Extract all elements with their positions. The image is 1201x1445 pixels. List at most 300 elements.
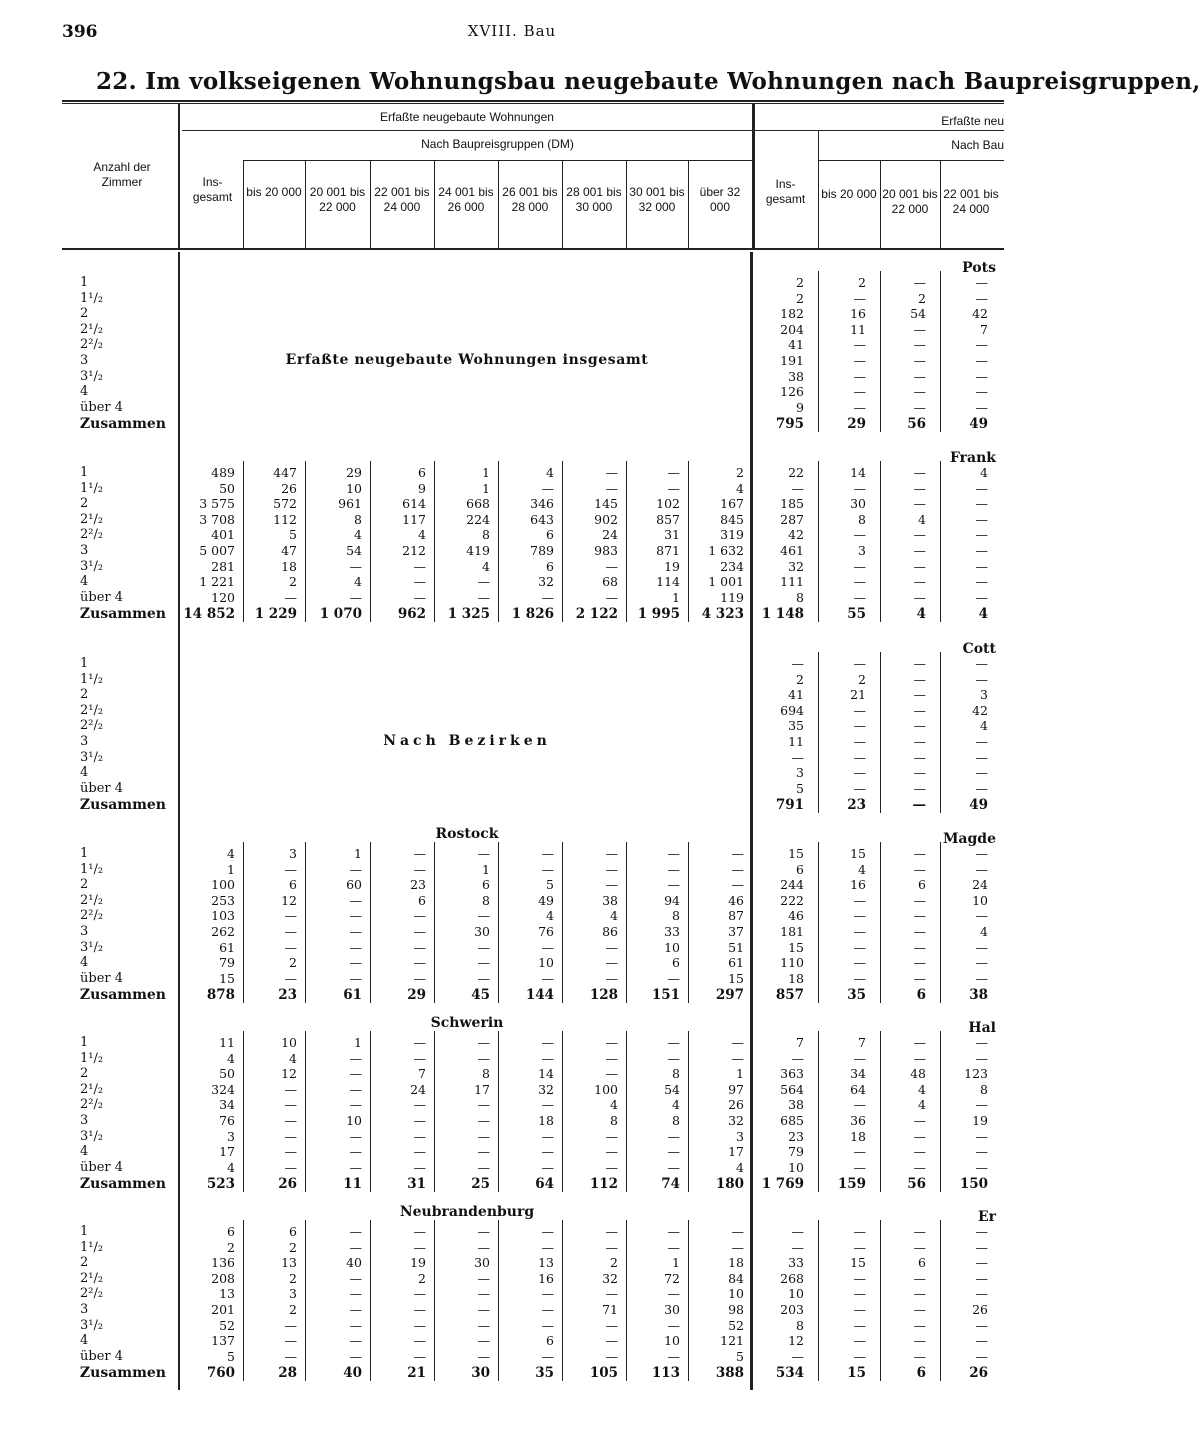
right-table-cell: — — [913, 687, 926, 703]
table-cell: — — [667, 1144, 680, 1160]
right-table-cell: 35 — [788, 718, 804, 734]
right-table-cell: 7 — [858, 1035, 866, 1050]
table-cell: 1 221 — [199, 574, 235, 590]
table-cell: 983 — [594, 543, 618, 558]
right-table-cell: 2 — [796, 290, 804, 306]
right-table-cell: 48 — [910, 1066, 926, 1082]
right-table-cell: — — [853, 1159, 866, 1175]
table-cell: 234 — [720, 558, 744, 574]
table-cell: — — [667, 1035, 680, 1050]
row-label: 3 — [80, 543, 89, 558]
right-table-cell: — — [853, 955, 866, 971]
column-header: 24 001 bis 26 000 — [438, 185, 494, 214]
rule-line — [178, 104, 180, 248]
table-cell: — — [413, 955, 426, 971]
right-table-cell: — — [913, 671, 926, 687]
table-cell: — — [284, 939, 297, 955]
table-cell: — — [605, 1286, 618, 1302]
right-table-cell: 41 — [788, 337, 804, 353]
table-cell: 50 — [219, 1066, 235, 1082]
table-cell: — — [541, 970, 554, 986]
right-table-cell: — — [913, 765, 926, 781]
table-cell: — — [413, 1224, 426, 1239]
table-cell: 419 — [466, 543, 490, 558]
table-cell: 121 — [720, 1333, 744, 1349]
row-label: 1 — [80, 656, 89, 671]
right-table-cell: — — [913, 496, 926, 512]
right-table-cell: — — [975, 384, 988, 400]
table-cell: 281 — [211, 558, 235, 574]
table-cell: 114 — [656, 574, 680, 590]
right-table-cell: — — [913, 1144, 926, 1160]
right-table-cell: — — [853, 384, 866, 400]
right-total-cell: 29 — [847, 416, 866, 432]
table-cell: 100 — [211, 877, 235, 893]
table-cell: — — [349, 1270, 362, 1286]
table-cell: 40 — [346, 1255, 362, 1271]
table-cell: — — [284, 1317, 297, 1333]
row-label: 3¹/₂ — [80, 749, 104, 765]
right-table-cell: — — [913, 1050, 926, 1066]
right-table-cell: — — [975, 399, 988, 415]
right-table-cell: — — [975, 1144, 988, 1160]
table-cell: — — [349, 924, 362, 939]
row-label: 4 — [80, 1144, 89, 1160]
table-cell: — — [349, 1128, 362, 1144]
right-table-cell: — — [913, 1224, 926, 1239]
table-cell: — — [413, 1317, 426, 1333]
right-table-cell: — — [913, 861, 926, 877]
row-label: 2¹/₂ — [80, 321, 104, 337]
stub-header: Anzahl der Zimmer — [93, 160, 151, 189]
table-cell: 4 — [227, 1050, 235, 1066]
right-table-cell: 42 — [788, 527, 804, 543]
table-cell: 6 — [418, 465, 426, 480]
right-table-cell: — — [853, 337, 866, 353]
row-label: 2²/₂ — [80, 1286, 104, 1302]
row-label: 1¹/₂ — [80, 290, 104, 306]
table-cell: 76 — [219, 1113, 235, 1128]
row-label: 2 — [80, 306, 89, 322]
table-cell: — — [477, 1286, 490, 1302]
right-table-cell: — — [913, 368, 926, 384]
right-table-cell: 123 — [964, 1066, 988, 1082]
right-table-cell: — — [975, 1128, 988, 1144]
table-cell: 614 — [402, 496, 426, 512]
right-table-cell: — — [791, 1348, 804, 1364]
table-cell: 8 — [482, 527, 490, 543]
table-cell: 61 — [219, 939, 235, 955]
right-table-cell: 8 — [796, 1317, 804, 1333]
table-cell: 117 — [402, 511, 426, 527]
table-cell: 29 — [346, 465, 362, 480]
table-cell: 1 001 — [708, 574, 744, 590]
table-cell: — — [284, 1081, 297, 1097]
right-table-cell: — — [853, 1286, 866, 1302]
total-cell: 25 — [471, 1176, 490, 1192]
right-table-cell: — — [975, 749, 988, 765]
right-table-cell: 10 — [788, 1159, 804, 1175]
right-table-cell: — — [913, 780, 926, 796]
table-cell: 845 — [720, 511, 744, 527]
table-cell: 16 — [538, 1270, 554, 1286]
table-cell: 18 — [538, 1113, 554, 1128]
right-table-cell: 11 — [850, 321, 866, 337]
table-cell: — — [667, 1128, 680, 1144]
table-cell: — — [667, 1224, 680, 1239]
row-label: über 4 — [80, 780, 124, 796]
row-label: 2²/₂ — [80, 527, 104, 543]
row-label: über 4 — [80, 970, 124, 986]
table-cell: — — [477, 1317, 490, 1333]
right-table-cell: 42 — [972, 702, 988, 718]
table-cell: 5 — [546, 877, 554, 893]
right-table-cell: — — [853, 399, 866, 415]
table-cell: — — [605, 939, 618, 955]
table-cell: 46 — [728, 892, 744, 908]
table-cell: 32 — [538, 574, 554, 590]
right-table-cell: — — [913, 384, 926, 400]
table-cell: — — [541, 1144, 554, 1160]
total-cell: 28 — [278, 1365, 297, 1381]
row-label: 1 — [80, 1035, 89, 1050]
row-label: 4 — [80, 955, 89, 971]
rule-line — [880, 160, 881, 248]
table-cell: 15 — [219, 970, 235, 986]
right-table-cell: — — [975, 1239, 988, 1255]
right-total-cell: 23 — [847, 797, 866, 813]
column-header: über 32 000 — [699, 185, 741, 214]
right-table-cell: — — [913, 558, 926, 574]
table-cell: 4 — [289, 1050, 297, 1066]
right-table-cell: — — [791, 1224, 804, 1239]
right-total-cell: 15 — [847, 1365, 866, 1381]
table-cell: 5 — [289, 527, 297, 543]
table-cell: — — [284, 861, 297, 877]
table-cell: 447 — [273, 465, 297, 480]
table-cell: — — [413, 970, 426, 986]
total-label: Zusammen — [79, 987, 166, 1003]
district-name: Neubrandenburg — [399, 1204, 535, 1220]
right-table-cell: 18 — [788, 970, 804, 986]
table-cell: — — [477, 970, 490, 986]
total-cell: 144 — [525, 987, 554, 1003]
table-cell: 643 — [530, 511, 554, 527]
row-label: 2¹/₂ — [80, 511, 104, 527]
table-cell: — — [605, 558, 618, 574]
table-cell: 103 — [211, 908, 235, 924]
table-cell: 253 — [211, 892, 235, 908]
right-table-cell: 244 — [780, 877, 804, 893]
total-cell: 23 — [278, 987, 297, 1003]
table-cell: — — [477, 846, 490, 861]
right-table-cell: — — [913, 1128, 926, 1144]
table-cell: — — [541, 1286, 554, 1302]
table-cell: — — [667, 1348, 680, 1364]
table-cell: — — [349, 1302, 362, 1317]
right-table-cell: — — [853, 290, 866, 306]
table-cell: 30 — [474, 924, 490, 939]
table-cell: 8 — [672, 1066, 680, 1082]
table-cell: 12 — [281, 892, 297, 908]
right-table-cell: 268 — [780, 1270, 804, 1286]
district-name-right: Er — [977, 1209, 996, 1225]
right-table-cell: — — [853, 924, 866, 939]
table-cell: 68 — [602, 574, 618, 590]
total-cell: 523 — [206, 1176, 235, 1192]
row-label: 1¹/₂ — [80, 1239, 104, 1255]
right-table-cell: 79 — [788, 1144, 804, 1160]
right-table-cell: 11 — [788, 734, 804, 749]
total-cell: 4 323 — [701, 606, 744, 622]
total-label: Zusammen — [79, 1365, 166, 1381]
table-cell: 31 — [664, 527, 680, 543]
right-table-cell: — — [913, 543, 926, 558]
table-cell: 8 — [482, 1066, 490, 1082]
table-cell: — — [605, 861, 618, 877]
table-cell: — — [667, 861, 680, 877]
right-table-cell: — — [913, 702, 926, 718]
table-cell: — — [349, 970, 362, 986]
table-cell: — — [605, 846, 618, 861]
right-table-cell: 2 — [918, 290, 926, 306]
row-label: über 4 — [80, 1348, 124, 1364]
column-header: 26 001 bis 28 000 — [502, 185, 558, 214]
table-cell: — — [731, 877, 744, 893]
table-cell: — — [349, 1239, 362, 1255]
right-table-cell: — — [913, 1333, 926, 1349]
table-cell: — — [667, 877, 680, 893]
right-table-cell: — — [913, 924, 926, 939]
right-table-cell: — — [791, 1239, 804, 1255]
right-table-cell: 7 — [796, 1035, 804, 1050]
right-table-cell: — — [975, 1050, 988, 1066]
right-total-cell: 795 — [775, 416, 804, 432]
right-table-cell: — — [913, 908, 926, 924]
table-cell: 2 — [289, 1302, 297, 1317]
table-cell: — — [541, 1224, 554, 1239]
right-table-cell: — — [975, 368, 988, 384]
table-cell: 6 — [289, 1224, 297, 1239]
table-cell: 857 — [656, 511, 680, 527]
right-table-cell: — — [975, 589, 988, 605]
table-cell: 961 — [338, 496, 362, 512]
right-table-cell: 110 — [780, 955, 804, 971]
row-label: 3¹/₂ — [80, 368, 104, 384]
table-cell: 34 — [219, 1097, 235, 1113]
district-name-right: Magde — [942, 831, 996, 847]
table-cell: — — [541, 1128, 554, 1144]
table-cell: — — [605, 480, 618, 496]
table-cell: 6 — [672, 955, 680, 971]
right-table-cell: 54 — [910, 306, 926, 322]
row-label: 1 — [80, 275, 89, 290]
right-total-cell: 49 — [969, 416, 988, 432]
table-cell: 1 — [482, 861, 490, 877]
table-cell: — — [541, 480, 554, 496]
table-cell: 50 — [219, 480, 235, 496]
row-label: 4 — [80, 1333, 89, 1349]
table-cell: 32 — [728, 1113, 744, 1128]
rule-line — [752, 104, 755, 248]
right-table-cell: — — [913, 656, 926, 671]
table-cell: — — [541, 1035, 554, 1050]
right-table-cell: 8 — [980, 1081, 988, 1097]
right-table-cell: — — [975, 558, 988, 574]
table-cell: — — [284, 1144, 297, 1160]
table-cell: 38 — [602, 892, 618, 908]
right-table-cell: — — [975, 1159, 988, 1175]
table-cell: 1 — [354, 1035, 362, 1050]
table-cell: 26 — [281, 480, 297, 496]
total-cell: 112 — [589, 1176, 618, 1192]
right-table-cell: — — [791, 656, 804, 671]
rule-line — [62, 100, 1004, 102]
table-cell: 3 — [289, 1286, 297, 1302]
right-total-cell: 1 769 — [761, 1176, 804, 1192]
right-table-cell: 3 — [980, 687, 988, 703]
table-cell: — — [477, 1302, 490, 1317]
table-cell: 1 — [227, 861, 235, 877]
table-cell: — — [477, 1270, 490, 1286]
table-cell: 6 — [546, 1333, 554, 1349]
right-table-cell: — — [913, 1113, 926, 1128]
right-table-cell: 4 — [980, 718, 988, 734]
total-cell: 35 — [535, 1365, 554, 1381]
row-label: über 4 — [80, 589, 124, 605]
table-cell: 4 — [736, 1159, 744, 1175]
row-label: 1 — [80, 846, 89, 861]
table-cell: — — [731, 846, 744, 861]
table-cell: 1 — [736, 1066, 744, 1082]
table-cell: 789 — [530, 543, 554, 558]
right-table-cell: — — [975, 671, 988, 687]
table-cell: — — [731, 1050, 744, 1066]
table-cell: 6 — [482, 877, 490, 893]
table-cell: — — [413, 1302, 426, 1317]
table-cell: — — [731, 861, 744, 877]
right-table-cell: — — [853, 1224, 866, 1239]
table-cell: 3 575 — [199, 496, 235, 512]
right-table-cell: 2 — [796, 275, 804, 290]
table-cell: 7 — [418, 1066, 426, 1082]
right-table-cell: 8 — [858, 511, 866, 527]
table-cell: — — [349, 939, 362, 955]
left-sub-header: Nach Baupreisgruppen (DM) — [421, 137, 574, 151]
table-cell: — — [413, 589, 426, 605]
right-table-cell: 8 — [796, 589, 804, 605]
right-table-cell: — — [913, 970, 926, 986]
table-cell: — — [541, 1097, 554, 1113]
right-table-cell: — — [853, 1302, 866, 1317]
right-table-cell: 363 — [780, 1066, 804, 1082]
table-cell: 10 — [538, 955, 554, 971]
right-table-cell: — — [913, 1317, 926, 1333]
table-cell: 2 — [610, 1255, 618, 1271]
table-cell: — — [477, 1097, 490, 1113]
table-cell: 6 — [546, 558, 554, 574]
table-cell: 4 — [546, 908, 554, 924]
table-cell: 8 — [672, 1113, 680, 1128]
table-cell: — — [605, 877, 618, 893]
row-label: 4 — [80, 574, 89, 590]
table-cell: 54 — [346, 543, 362, 558]
table-cell: — — [413, 846, 426, 861]
total-cell: 40 — [343, 1365, 362, 1381]
table-cell: 11 — [219, 1035, 235, 1050]
table-cell: — — [349, 589, 362, 605]
right-table-cell: — — [913, 275, 926, 290]
table-cell: 8 — [354, 511, 362, 527]
rule-line — [498, 160, 499, 248]
table-cell: 33 — [664, 924, 680, 939]
district-name: Rostock — [435, 826, 499, 842]
right-table-cell: 15 — [850, 1255, 866, 1271]
right-table-cell: 111 — [780, 574, 804, 590]
table-cell: — — [605, 1066, 618, 1082]
table-cell: 10 — [664, 1333, 680, 1349]
table-cell: 871 — [656, 543, 680, 558]
right-table-cell: — — [853, 939, 866, 955]
right-total-cell: 857 — [775, 987, 804, 1003]
table-cell: — — [349, 1317, 362, 1333]
total-cell: 26 — [278, 1176, 297, 1192]
table-cell: — — [605, 589, 618, 605]
right-table-cell: 3 — [858, 543, 866, 558]
right-table-cell: 38 — [788, 368, 804, 384]
rule-line — [940, 160, 941, 248]
total-cell: 2 122 — [575, 606, 618, 622]
right-table-cell: 15 — [788, 846, 804, 861]
table-cell: 86 — [602, 924, 618, 939]
table-cell: — — [667, 1159, 680, 1175]
table-cell: — — [605, 1035, 618, 1050]
right-table-cell: — — [913, 1159, 926, 1175]
table-cell: — — [413, 861, 426, 877]
right-total-cell: 55 — [847, 606, 866, 622]
right-table-cell: 33 — [788, 1255, 804, 1271]
right-total-cell: 6 — [916, 1365, 926, 1381]
right-table-cell: 16 — [850, 306, 866, 322]
right-table-cell: — — [913, 321, 926, 337]
right-table-cell: — — [975, 955, 988, 971]
table-cell: — — [413, 1035, 426, 1050]
right-table-cell: 181 — [780, 924, 804, 939]
table-cell: 489 — [211, 465, 235, 480]
total-cell: 1 070 — [319, 606, 362, 622]
district-name-right: Frank — [949, 450, 996, 466]
rule-line — [243, 160, 244, 248]
right-table-cell: 126 — [780, 384, 804, 400]
right-table-cell: 22 — [788, 465, 804, 480]
right-table-cell: — — [975, 861, 988, 877]
table-cell: — — [413, 1333, 426, 1349]
table-cell: 2 — [289, 955, 297, 971]
right-table-cell: 15 — [850, 846, 866, 861]
total-cell: 31 — [407, 1176, 426, 1192]
table-cell: 72 — [664, 1270, 680, 1286]
table-cell: 49 — [538, 892, 554, 908]
row-label: 2 — [80, 1255, 89, 1271]
right-table-cell: — — [853, 353, 866, 368]
table-cell: — — [349, 1050, 362, 1066]
table-cell: — — [731, 1239, 744, 1255]
table-cell: — — [349, 1066, 362, 1082]
right-table-cell: — — [853, 718, 866, 734]
table-cell: — — [349, 861, 362, 877]
table-cell: 1 — [672, 1255, 680, 1271]
running-head: XVIII. Bau — [467, 22, 557, 40]
